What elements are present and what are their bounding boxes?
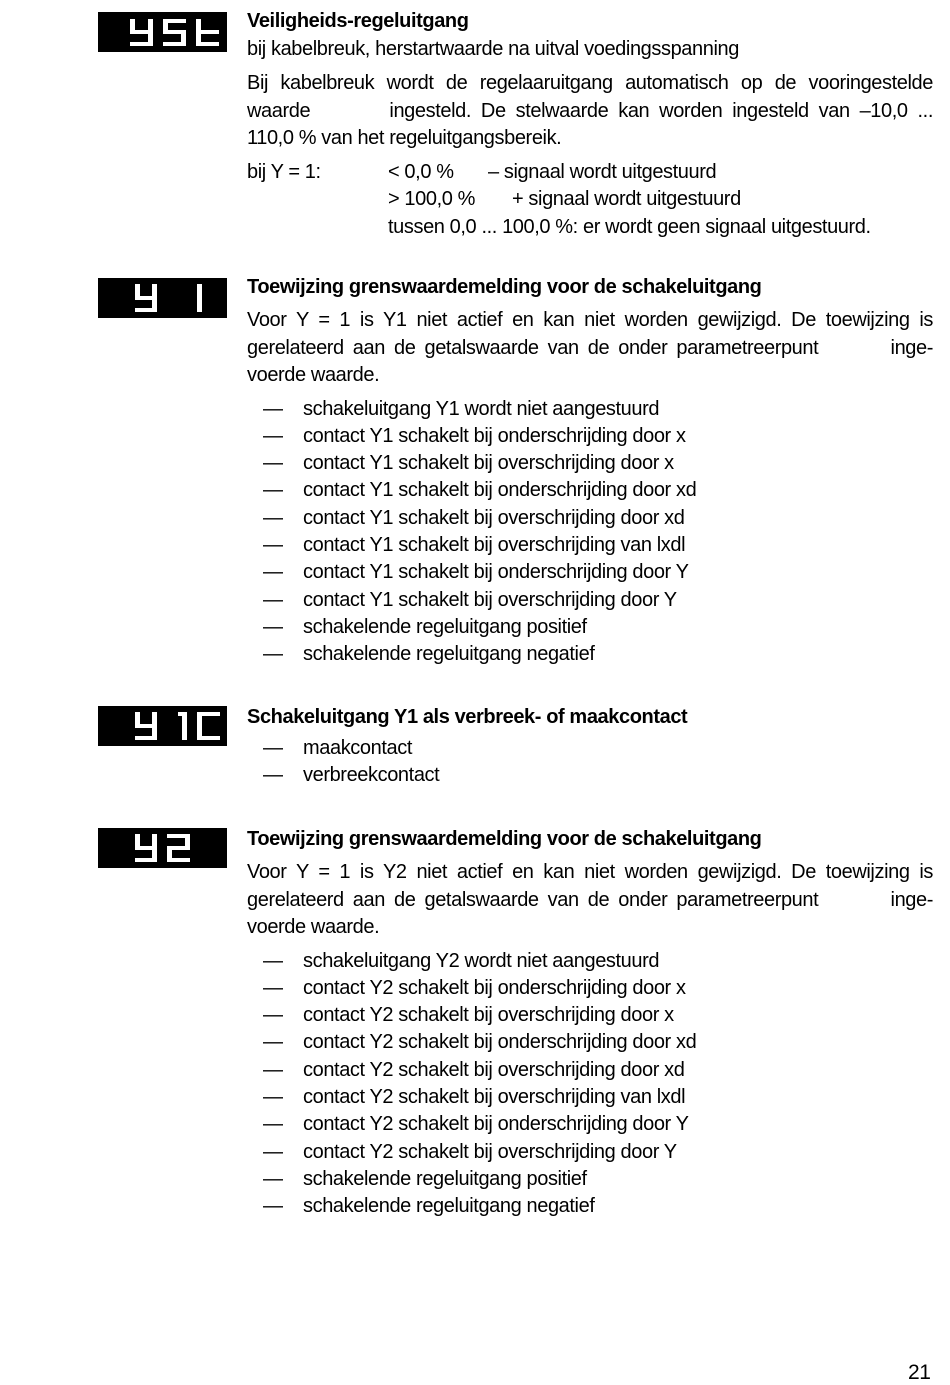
list-item: — contact Y2 schakelt bij overschrijding van lxdl (263, 1085, 686, 1108)
list-item: — schakelende regeluitgang positief (263, 1167, 587, 1190)
y-label: bij Y = 1: (247, 160, 321, 183)
list-item: — contact Y1 schakelt bij overschrijding door x (263, 452, 674, 475)
option-list (247, 396, 933, 669)
list-item: — contact Y1 schakelt bij onderschrijding door xd (263, 479, 697, 502)
lcd-display-yst (98, 12, 227, 52)
lcd-display-y1 (98, 278, 227, 318)
list-item: — verbreekcontact (263, 764, 440, 787)
list-item: — contact Y2 schakelt bij onderschrijding door Y (263, 1113, 689, 1136)
option-list (247, 735, 933, 790)
list-item: — contact Y1 schakelt bij overschrijding door Y (263, 588, 677, 611)
y-condition-row (247, 186, 933, 214)
list-item: — contact Y2 schakelt bij overschrijding door Y (263, 1140, 677, 1163)
list-item: — schakeluitgang Y2 wordt niet aangestuurd (263, 949, 660, 972)
lcd-segment-icon (98, 278, 227, 318)
paragraph-line: Bij kabelbreuk wordt de regelaaruitgang automatisch op de vooringestelde (247, 72, 933, 94)
section-title: Schakeluitgang Y1 als verbreek- of maakcontact (247, 706, 688, 728)
section-subtitle: bij kabelbreuk, herstartwaarde na uitval voedingsspanning (247, 38, 739, 60)
list-item: — contact Y2 schakelt bij onderschrijding door x (263, 976, 686, 999)
option-list (247, 948, 933, 1221)
paragraph-line: gerelateerd aan de getalswaarde van de onder parametreerpunt inge- (247, 336, 933, 359)
paragraph-line: Voor Y = 1 is Y1 niet actief en kan niet worden gewijzigd. De toewijzing is (247, 309, 933, 331)
list-item: — contact Y2 schakelt bij overschrijding door xd (263, 1058, 685, 1081)
y-condition-row (247, 214, 933, 242)
list-item: — contact Y1 schakelt bij onderschrijding door x (263, 424, 686, 447)
paragraph-line: voerde waarde. (247, 916, 380, 938)
y-description: + signaal wordt uitgestuurd (512, 188, 741, 210)
list-item: — contact Y1 schakelt bij onderschrijding door Y (263, 561, 689, 584)
y-condition: < 0,0 % (388, 160, 454, 183)
lcd-segment-icon (98, 706, 227, 746)
list-item: — contact Y2 schakelt bij onderschrijding door xd (263, 1031, 697, 1054)
list-item: — schakeluitgang Y1 wordt niet aangestuurd (263, 397, 660, 420)
y-condition-row (247, 159, 933, 187)
y-condition: > 100,0 % (388, 188, 476, 210)
section-title: Toewijzing grenswaardemelding voor de schakeluitgang (247, 276, 762, 298)
lcd-display-y2 (98, 828, 227, 868)
lcd-segment-icon (98, 12, 227, 52)
paragraph-line: 110,0 % van het regeluitgangsbereik. (247, 127, 562, 149)
list-item: — schakelende regeluitgang negatief (263, 1195, 595, 1218)
list-item: — contact Y2 schakelt bij overschrijding door x (263, 1004, 674, 1027)
y-between-text: tussen 0,0 ... 100,0 %: er wordt geen signaal uitgestuurd. (388, 215, 871, 238)
section-title: Toewijzing grenswaardemelding voor de schakeluitgang (247, 828, 762, 850)
list-item: — contact Y1 schakelt bij overschrijding van lxdl (263, 533, 686, 556)
paragraph-line: voerde waarde. (247, 364, 380, 386)
y-description: – signaal wordt uitgestuurd (488, 160, 717, 183)
page-number: 21 (908, 1361, 931, 1384)
section-title: Veiligheids-regeluitgang (247, 10, 469, 32)
list-item: — contact Y1 schakelt bij overschrijding door xd (263, 506, 685, 529)
list-item: — schakelende regeluitgang positief (263, 615, 587, 638)
paragraph-line: Voor Y = 1 is Y2 niet actief en kan niet worden gewijzigd. De toewijzing is (247, 861, 933, 883)
lcd-segment-icon (98, 828, 227, 868)
lcd-display-y1c (98, 706, 227, 746)
paragraph-line: waarde ingesteld. De stelwaarde kan worden ingesteld van –10,0 ... (247, 99, 933, 122)
paragraph-line: gerelateerd aan de getalswaarde van de onder parametreerpunt inge- (247, 888, 933, 911)
list-item: — maakcontact (263, 737, 412, 759)
list-item: — schakelende regeluitgang negatief (263, 643, 595, 666)
